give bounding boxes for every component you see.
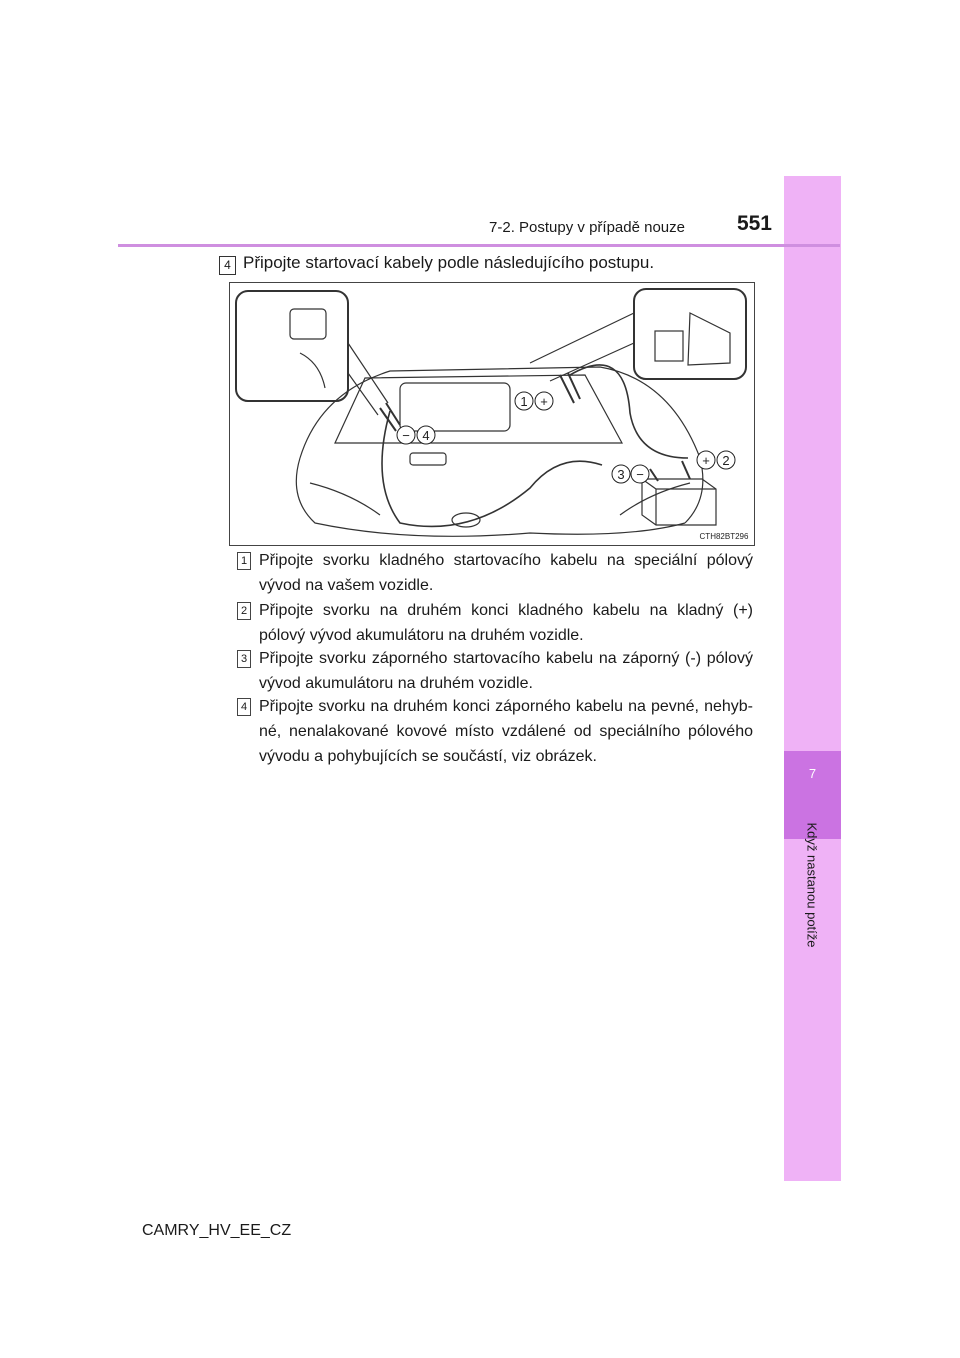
sub-step-text: Připojte svorku kladného startovacího kabelu na speciální pólový vývod na vašem vozidle. xyxy=(259,552,753,594)
chapter-caption: Když nastanou potíže xyxy=(804,822,820,948)
sub-step-text: Připojte svorku záporného startovacího kabelu na záporný (-) pólový vývod akumulátoru na druhém vozidle. xyxy=(259,650,753,692)
sub-step-number: 2 xyxy=(237,602,251,620)
minus-symbol-2: − xyxy=(402,428,410,443)
chapter-number: 7 xyxy=(808,766,817,781)
step-instruction: Připojte startovací kabely podle následujícího postupu. xyxy=(243,253,655,272)
battery-clamp-plus xyxy=(682,461,690,479)
callout-3: 3 xyxy=(617,467,625,482)
plus-symbol-1: + xyxy=(540,394,548,409)
engine-bay-edge xyxy=(335,375,622,443)
jump-start-illustration xyxy=(229,282,755,546)
header-rule xyxy=(118,244,840,247)
inset-right-leader xyxy=(530,313,634,381)
headlight-left xyxy=(310,483,380,515)
sub-step-number: 1 xyxy=(237,552,251,570)
cable-right-clamp xyxy=(560,373,580,403)
negative-cable xyxy=(382,411,602,526)
section-title: 7-2. Postupy v případě nouze xyxy=(489,219,685,236)
callout-4: 4 xyxy=(422,428,430,443)
minus-symbol-1: − xyxy=(636,467,644,482)
chapter-side-tab xyxy=(784,176,841,1181)
document-code: CAMRY_HV_EE_CZ xyxy=(142,1222,292,1239)
page-number: 551 xyxy=(736,212,772,235)
engine-block xyxy=(400,383,510,431)
figure-code: CTH82BT296 xyxy=(699,532,749,541)
sub-step-text: Připojte svorku na druhém konci kladného kabelu na kladný (+) pólový vývod akumulátoru na druhém vozidle. xyxy=(259,602,753,644)
step-number: 4 xyxy=(219,256,236,275)
sub-step-number: 3 xyxy=(237,650,251,668)
sub-step-text: Připojte svorku na druhém konci záporného kabelu na pevné, nehyb-né, nenalakované kovové místo vzdálené od speciálního pólového vývodu a pohybujících se součástí, viz obrázek. xyxy=(259,698,753,765)
plus-symbol-2: + xyxy=(702,453,710,468)
sub-step-number: 4 xyxy=(237,698,251,716)
cable-left-clamp xyxy=(380,403,400,431)
inset-left xyxy=(236,291,348,401)
grille xyxy=(410,453,446,465)
callout-1: 1 xyxy=(520,394,528,409)
callout-2: 2 xyxy=(722,453,730,468)
